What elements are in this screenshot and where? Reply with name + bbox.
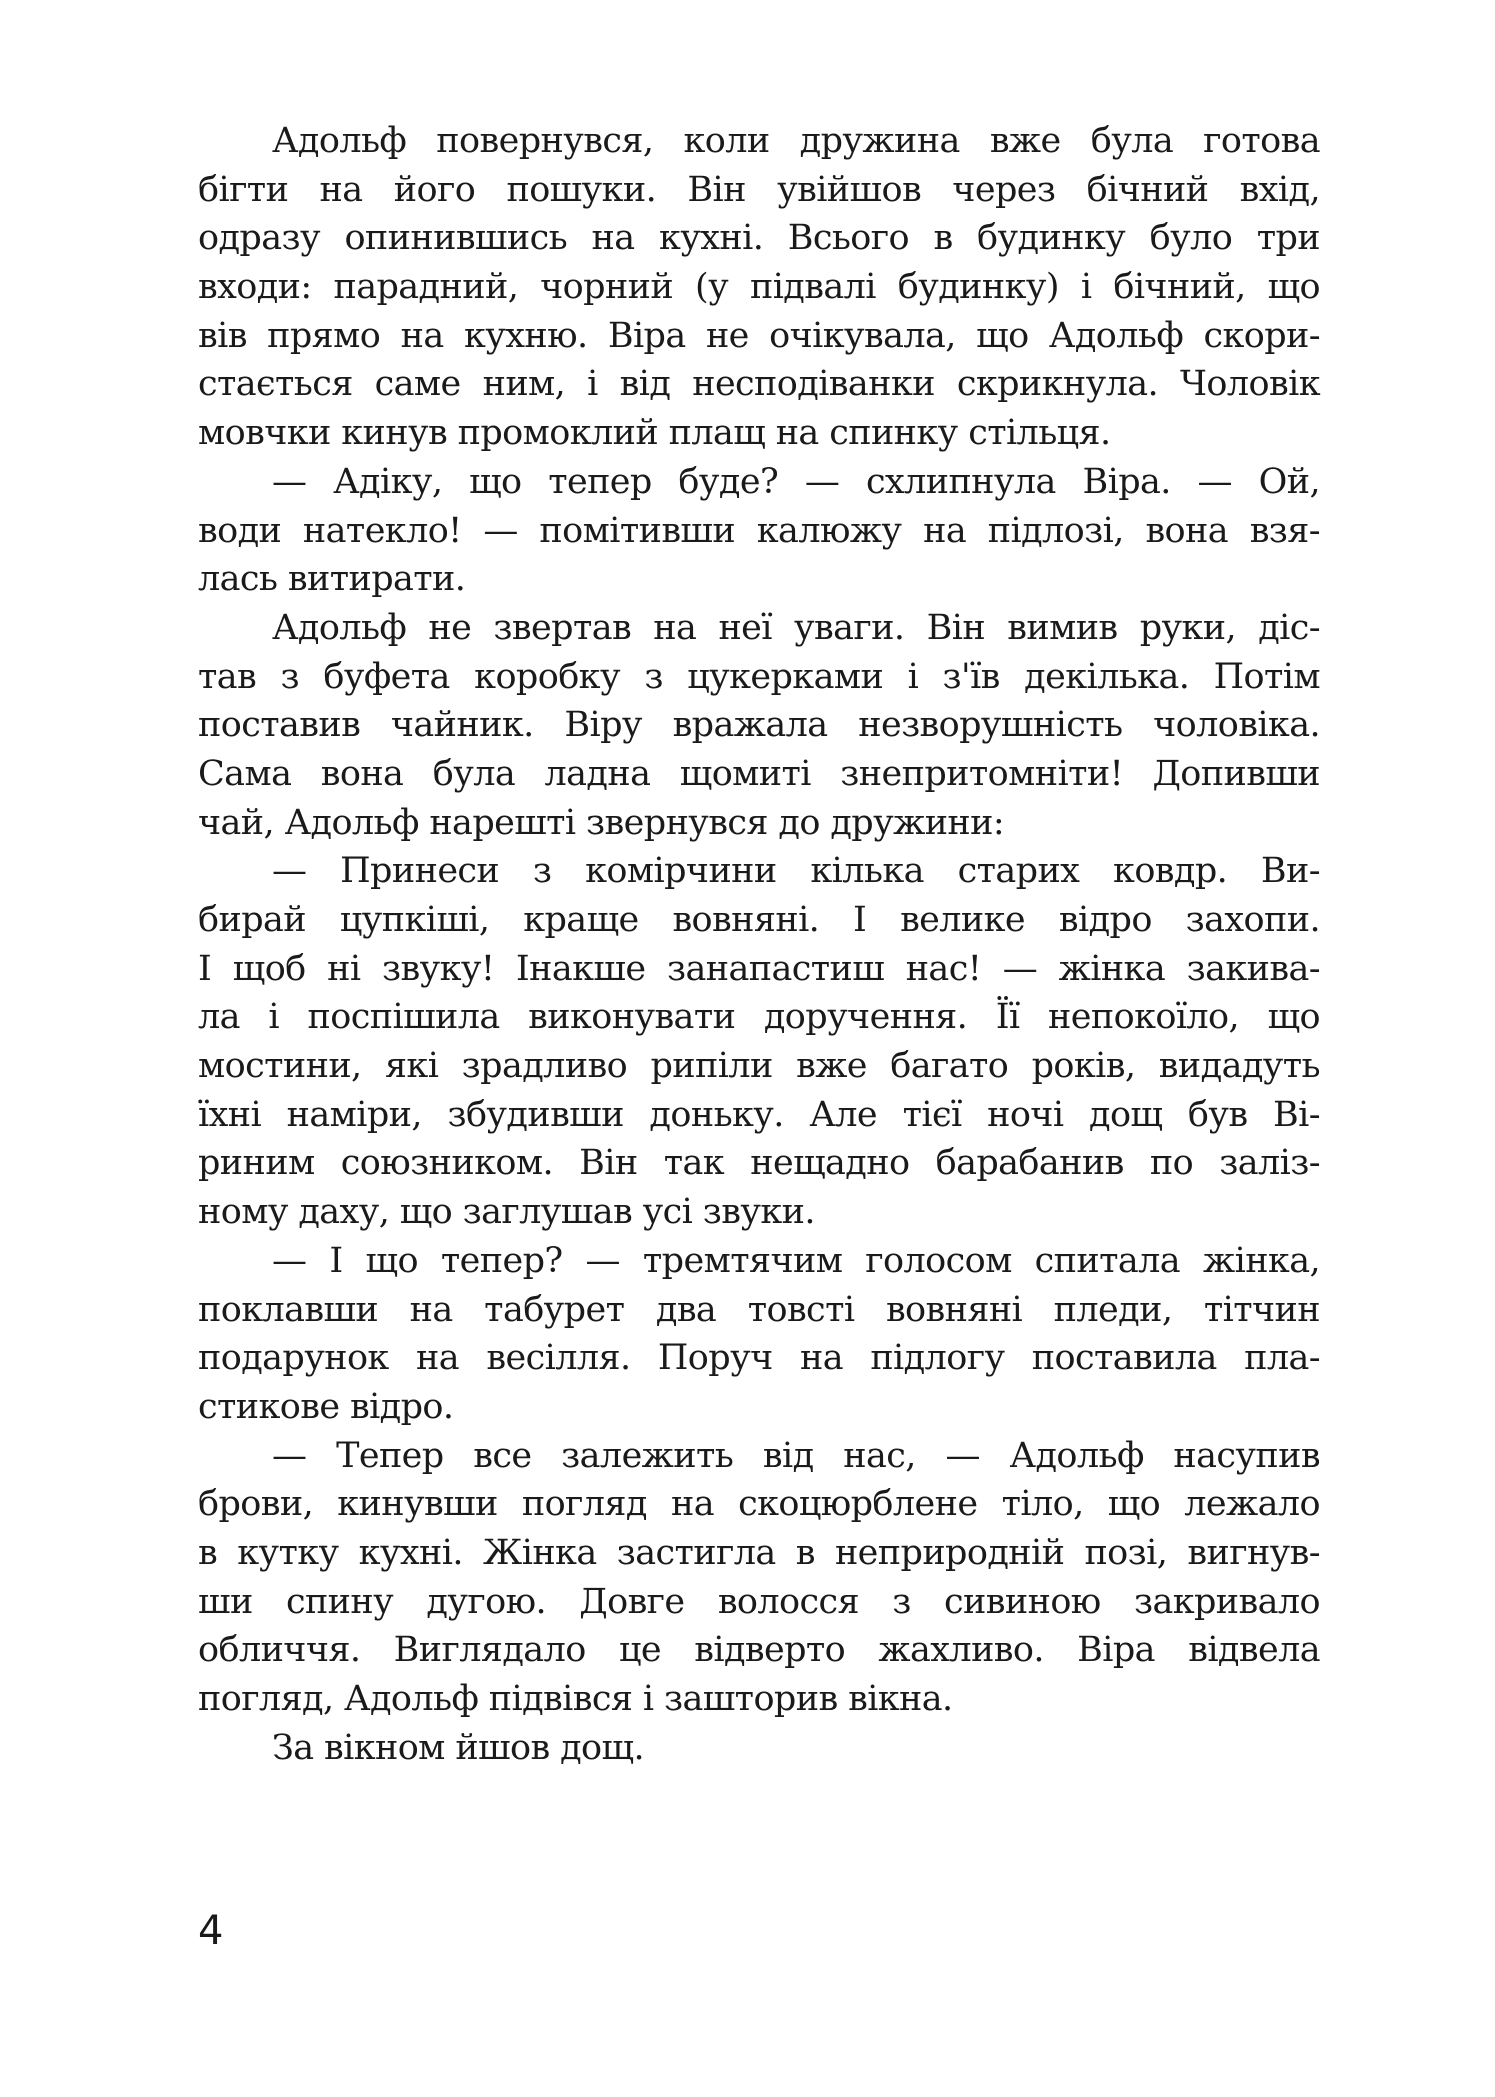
text-line: — Тепер все залежить від нас, — Адольф насупив [272, 1435, 1320, 1476]
body-text [198, 117, 1320, 1772]
text-line: води натекло! — помітивши калюжу на підлозі, вона взя- [198, 510, 1320, 551]
text-line: одразу опинившись на кухні. Всього в будинку було три [198, 218, 1320, 259]
page-number: 4 [198, 1908, 224, 1954]
text-line: лась витирати. [198, 559, 466, 600]
text-line: — Принеси з комірчини кілька старих ковдр. Ви- [272, 851, 1320, 892]
text-line: чай, Адольф нарешті звернувся до дружини: [198, 802, 1005, 843]
text-line: стається саме ним, і від несподіванки скрикнула. Чоловік [198, 364, 1320, 405]
text-line: вів прямо на кухню. Віра не очікувала, що Адольф скори- [198, 315, 1320, 356]
text-line: в кутку кухні. Жінка застигла в неприродній позі, вигнув- [198, 1532, 1320, 1573]
text-line: подарунок на весілля. Поруч на підлогу поставила пла- [198, 1338, 1320, 1379]
text-line: погляд, Адольф підвівся і зашторив вікна. [198, 1679, 953, 1719]
text-line: бігти на його пошуки. Він увійшов через бічний вхід, [198, 169, 1320, 210]
text-line: входи: парадний, чорний (у підвалі будинку) і бічний, що [198, 267, 1320, 308]
text-line: Адольф не звертав на неї уваги. Він вимив руки, діс- [272, 607, 1320, 648]
text-line: мовчки кинув промоклий плащ на спинку стільця. [198, 413, 1111, 454]
text-line: тав з буфета коробку з цукерками і з'їв декілька. Потім [198, 656, 1320, 697]
text-line: риним союзником. Він так нещадно барабанив по заліз- [198, 1143, 1320, 1184]
text-line: Адольф повернувся, коли дружина вже була готова [272, 121, 1320, 161]
text-line: бирай цупкіші, краще вовняні. І велике відро захопи. [198, 900, 1320, 940]
text-line: — І що тепер? — тремтячим голосом спитала жінка, [272, 1240, 1320, 1281]
text-line: поклавши на табурет два товсті вовняні пледи, тітчин [198, 1289, 1320, 1330]
text-line: їхні наміри, збудивши доньку. Але тієї ночі дощ був Ві- [198, 1094, 1320, 1135]
text-line: ному даху, що заглушав усі звуки. [198, 1192, 815, 1233]
text-line: мостини, які зрадливо рипіли вже багато років, видадуть [198, 1046, 1320, 1087]
text-line: поставив чайник. Віру вражала незворушність чоловіка. [198, 705, 1320, 746]
text-line: стикове відро. [198, 1386, 454, 1427]
text-line: ши спину дугою. Довге волосся з сивиною закривало [198, 1581, 1320, 1622]
text-line: ла і поспішила виконувати доручення. Її непокоїло, що [198, 997, 1320, 1038]
text-line: обличчя. Виглядало це відверто жахливо. Віра відвела [198, 1630, 1320, 1671]
text-line: Сама вона була ладна щомиті знепритомніти! Допивши [198, 753, 1320, 794]
text-line: За вікном йшов дощ. [272, 1727, 644, 1768]
text-line: брови, кинувши погляд на скоцюрблене тіло, що лежало [198, 1484, 1320, 1525]
text-line: І щоб ні звуку! Інакше занапастиш нас! — жінка закива- [198, 948, 1320, 989]
text-line: — Адіку, що тепер буде? — схлипнула Віра. — Ой, [272, 461, 1320, 502]
